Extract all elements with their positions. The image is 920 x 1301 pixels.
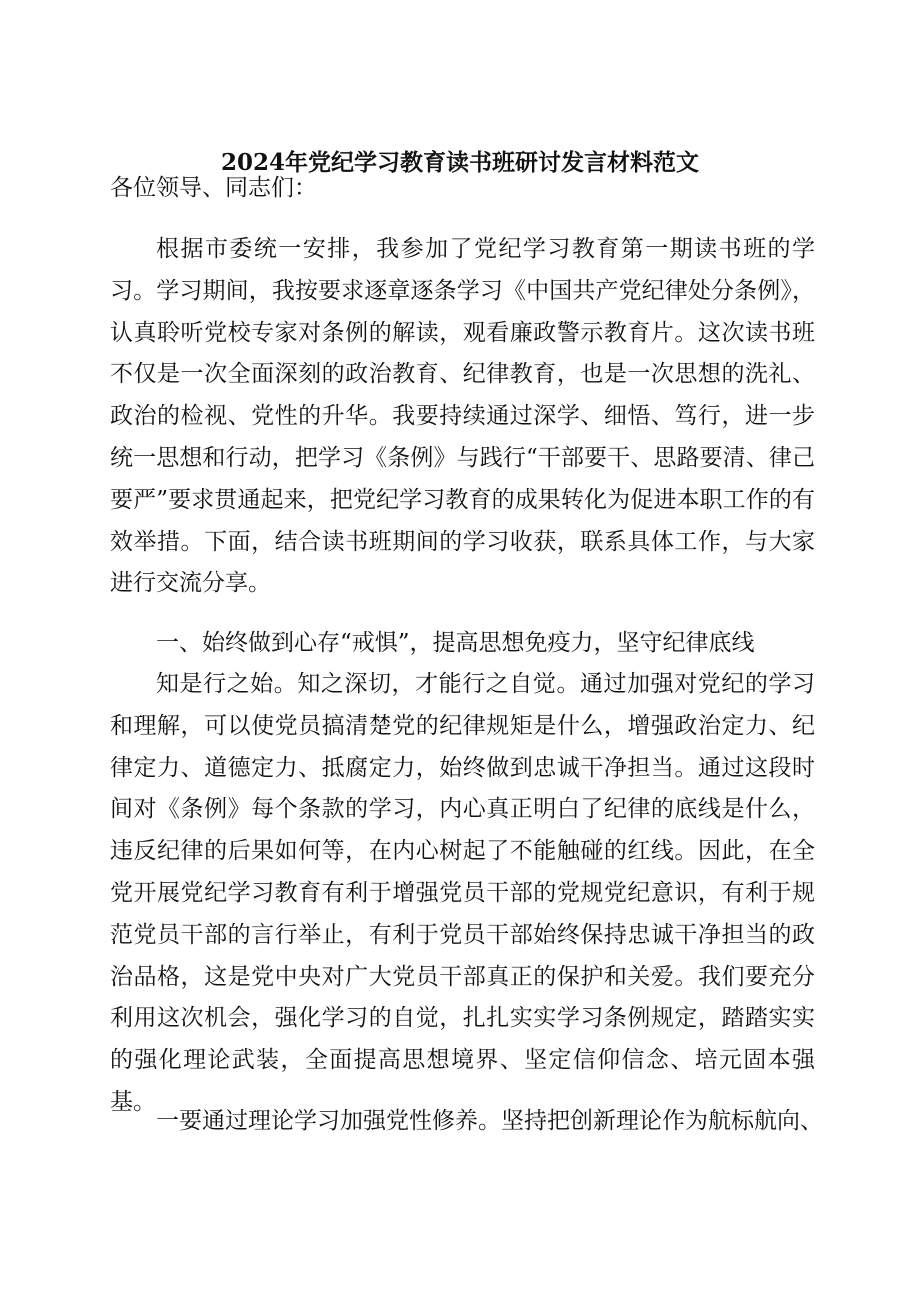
document-title: 2024年党纪学习教育读书班研讨发言材料范文 — [220, 149, 699, 176]
section-1-point-1: 一要通过理论学习加强党性修养。坚持把创新理论作为航标航向、 — [156, 1108, 823, 1134]
section-1-paragraph: 知是行之始。知之深切，才能行之自觉。通过加强对党纪的学习和理解，可以使党员搞清楚党的纪律规矩是什么，增强政治定力、纪律定力、道德定力、抵腐定力，始终做到忠诚干净担当。通过这段时间对《条例》每个条款的学习，内心真正明白了纪律的底线是什么，违反纪律的后果如何等，在内心树起了不能触碰的红线。因此，在全党开展党纪学习教育有利于增强党员干部的党规党纪意识，有利于规范党员干部的言行举止，有利于党员干部始终保持忠诚干净担当的政治品格，这是党中央对广大党员干部真正的保护和关爱。我们要充分利用这次机会，强化学习的自觉，扎扎实实学习条例规定，踏踏实实的强化理论武装，全面提高思想境界、坚定信仰信念、培元固本强基。 — [110, 671, 815, 1115]
intro-paragraph: 根据市委统一安排，我参加了党纪学习教育第一期读书班的学习。学习期间，我按要求逐章逐条学习《中国共产党纪律处分条例》，认真聆听党校专家对条例的解读，观看廉政警示教育片。这次读书班不仅是一次全面深刻的政治教育、纪律教育，也是一次思想的洗礼、政治的检视、党性的升华。我要持续通过深学、细悟、笃行，进一步统一思想和行动，把学习《条例》与践行“干部要干、思路要清、律己要严”要求贯通起来，把党纪学习教育的成果转化为促进本职工作的有效举措。下面，结合读书班期间的学习收获，联系具体工作，与大家进行交流分享。 — [110, 236, 815, 597]
salutation: 各位领导、同志们： — [110, 175, 317, 201]
section-heading-1: 一、始终做到心存“戒惧”，提高思想免疫力，坚守纪律底线 — [156, 630, 755, 656]
